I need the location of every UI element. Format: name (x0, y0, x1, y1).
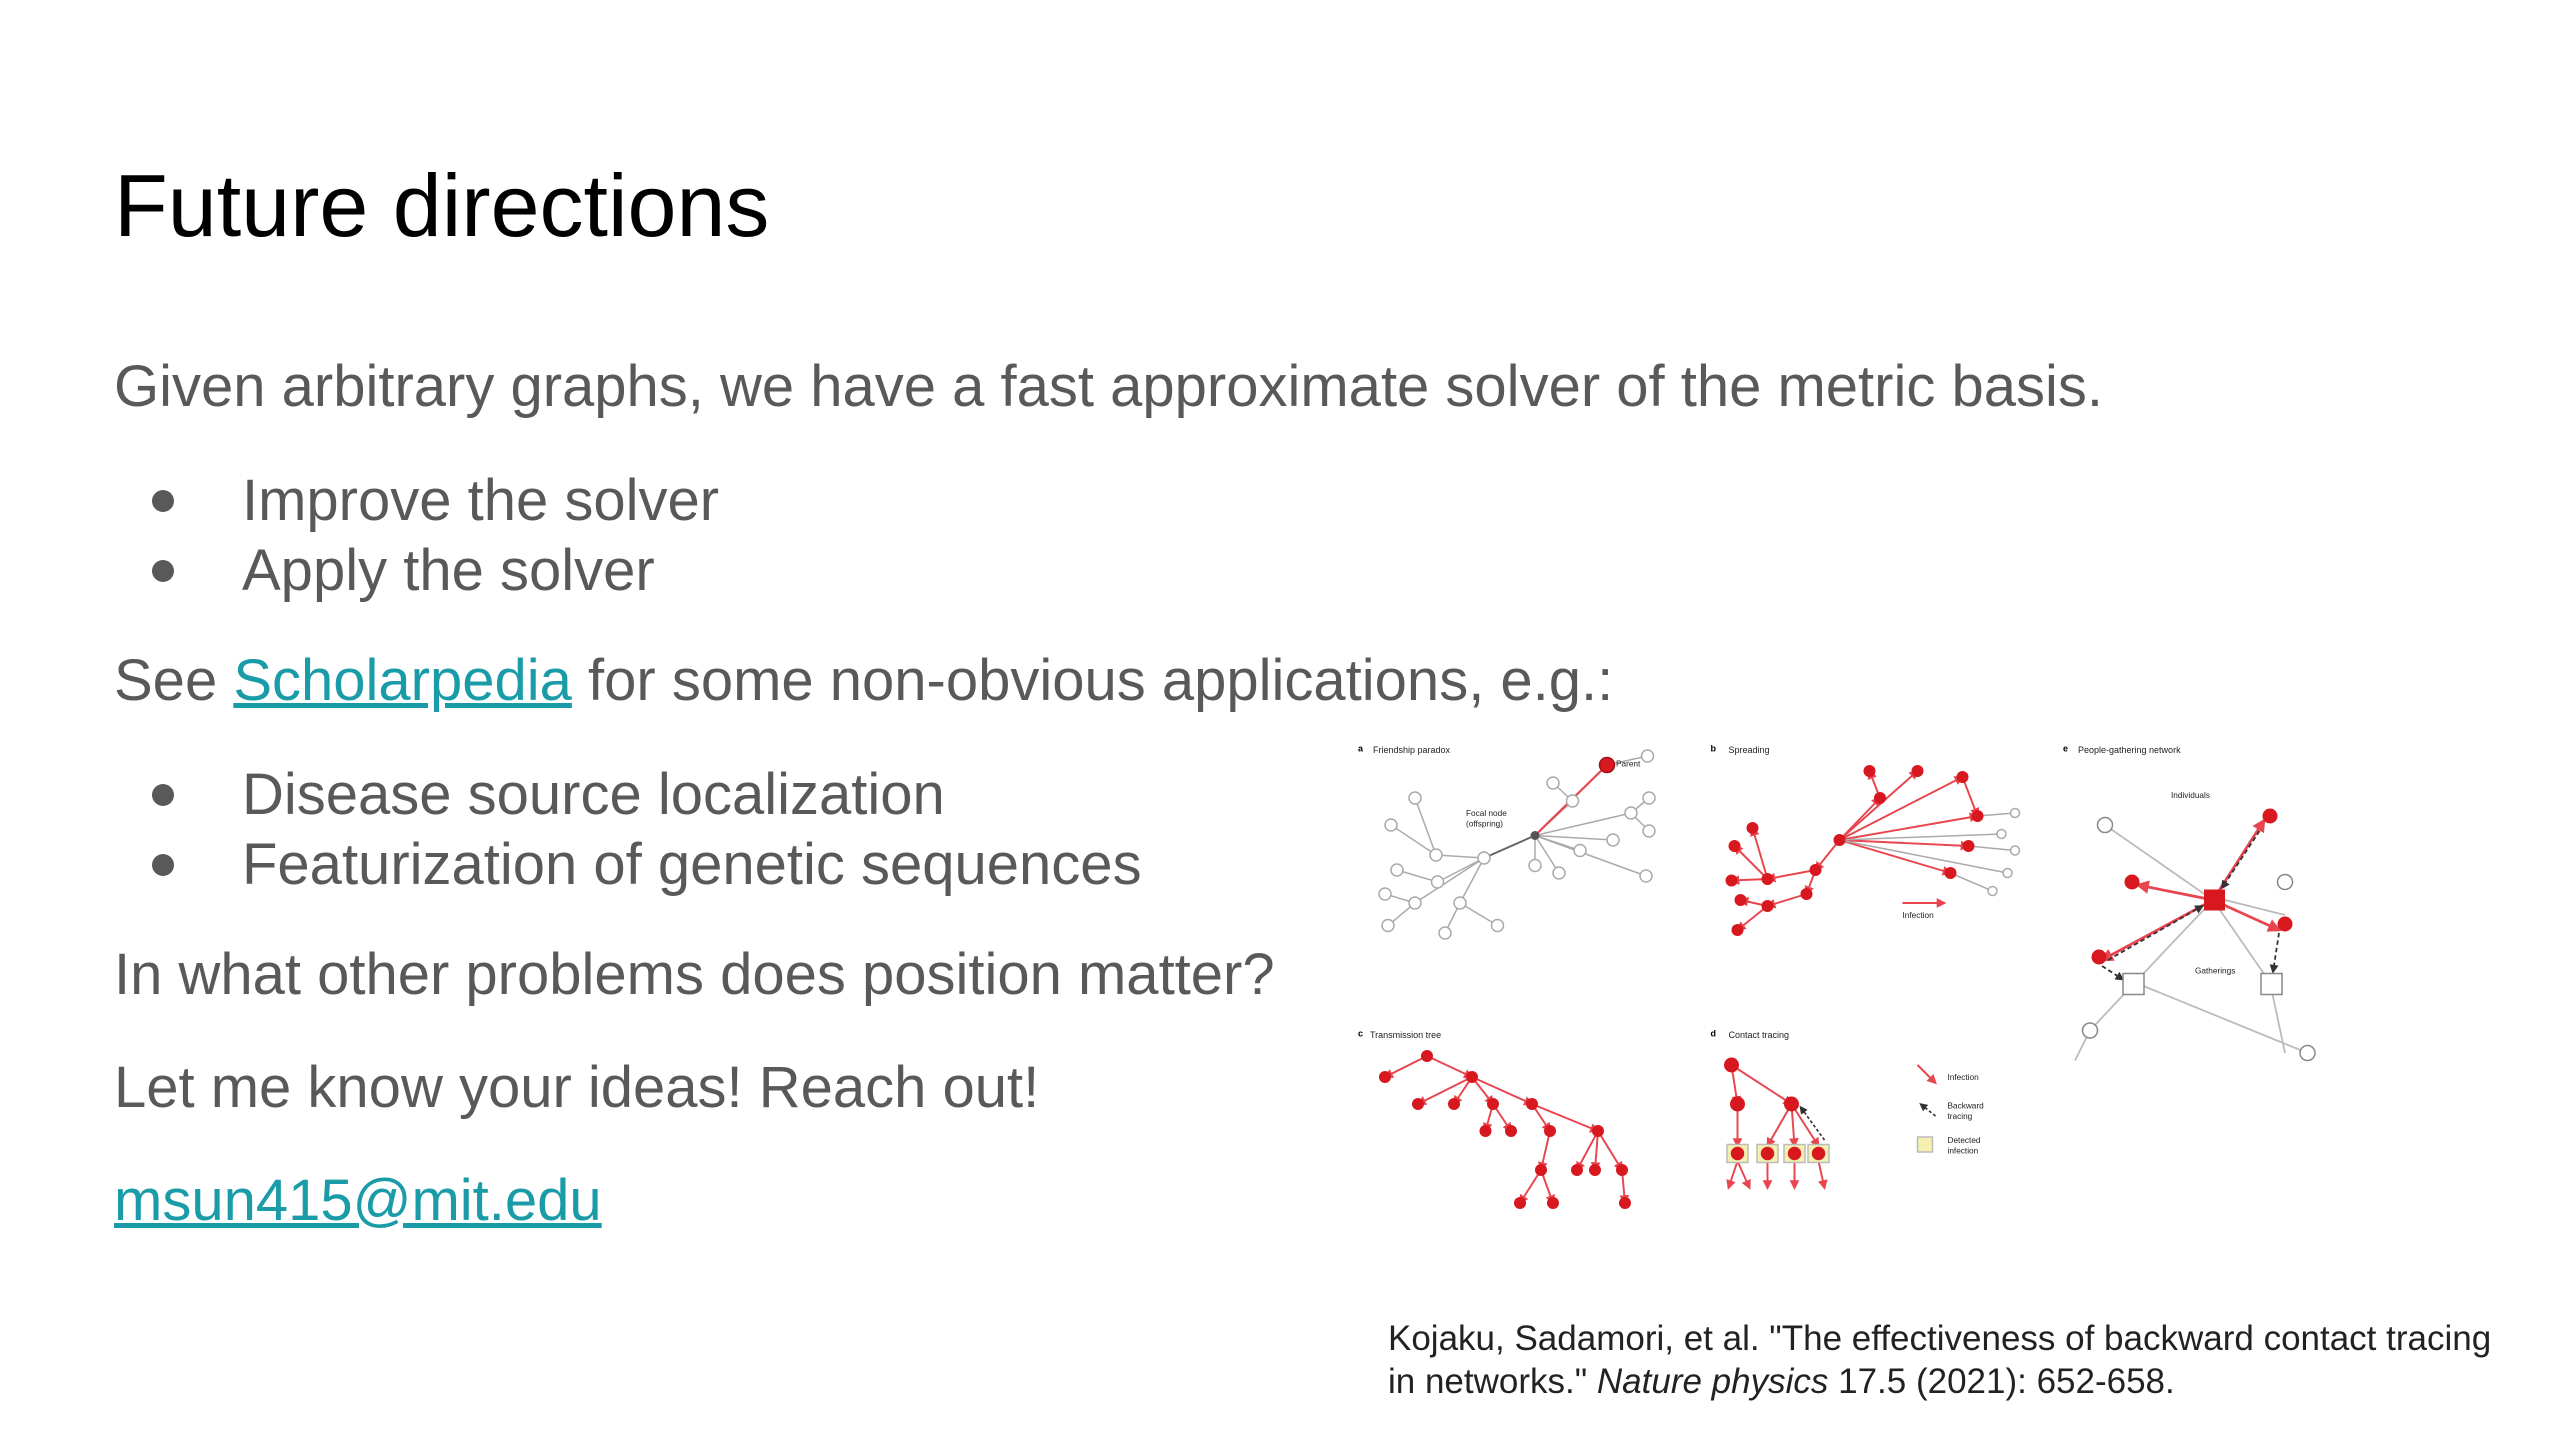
panel-title: Transmission tree (1370, 1030, 1442, 1040)
gatherings-label: Gatherings (2195, 966, 2236, 976)
intro-text: Given arbitrary graphs, we have a fast approximate solver of the metric basis. (114, 354, 2103, 419)
caption-line-1: Kojaku, Sadamori, et al. "The effectiveness of backward contact tracing (1388, 1319, 2492, 1358)
list-item (114, 536, 719, 606)
list-item (114, 466, 719, 536)
individuals-label: Individuals (2171, 791, 2210, 800)
bullet-text: Apply the solver (242, 538, 655, 603)
email-link[interactable]: msun415@mit.edu (114, 1168, 602, 1233)
panel-title: Friendship paradox (1373, 745, 1451, 755)
caption-line-2 (1388, 1361, 2538, 1404)
panel-title: Contact tracing (1728, 1030, 1790, 1040)
see-suffix: for some non-obvious applications, e.g.: (571, 648, 1614, 713)
journal-name: Nature physics (1596, 1361, 1829, 1401)
panel-title: People-gathering network (2078, 745, 2181, 755)
bullet-icon (152, 490, 174, 512)
panel-letter: a (1358, 743, 1364, 754)
panel-letter: c (1358, 1028, 1364, 1039)
list-item (114, 760, 1142, 830)
bullet-icon (152, 560, 174, 582)
bullet-icon (152, 784, 174, 806)
detected-infection-legend: Detected (1947, 1136, 1981, 1145)
infection-legend: Infection (1947, 1073, 1979, 1082)
cta-text: Let me know your ideas! Reach out! (114, 1055, 1040, 1120)
bullet-list-solver (114, 466, 719, 606)
caption-citation: 17.5 (2021): 652-658. (1828, 1361, 2175, 1401)
bullet-text: Featurization of genetic sequences (242, 832, 1142, 897)
bullet-list-applications (114, 760, 1142, 900)
bullet-icon (152, 854, 174, 876)
scholarpedia-link[interactable]: Scholarpedia (233, 648, 572, 713)
panel-letter: d (1710, 1028, 1716, 1039)
figure-caption (1388, 1318, 2538, 1403)
parent-label: Parent (1616, 759, 1641, 769)
panel-title: Spreading (1728, 745, 1770, 755)
list-item (114, 830, 1142, 900)
focal-node-sublabel: (offspring) (1466, 819, 1503, 829)
see-prefix: See (114, 648, 234, 713)
panel-transmission-tree (1358, 1029, 1631, 1210)
panel-spreading (1711, 744, 2020, 937)
panel-letter: b (1710, 743, 1716, 754)
panel-letter: e (2063, 743, 2069, 754)
backward-tracing-legend-line2: tracing (1947, 1112, 1973, 1121)
see-text (114, 646, 1613, 716)
panel-contact-tracing (1711, 1029, 1985, 1189)
detected-infection-legend-line2: infection (1947, 1146, 1979, 1156)
panel-people-gathering (2063, 744, 2315, 1061)
question-text: In what other problems does position matter? (114, 942, 1275, 1007)
backward-tracing-legend: Backward (1947, 1101, 1984, 1111)
focal-node-label: Focal node (1466, 809, 1507, 818)
infection-legend: Infection (1902, 911, 1934, 920)
contact-tracing-figure (1355, 738, 2465, 1308)
slide-title: Future directions (114, 156, 770, 255)
bullet-text: Improve the solver (242, 468, 720, 533)
bullet-text: Disease source localization (242, 762, 945, 827)
email-line (114, 1166, 602, 1236)
panel-friendship-paradox (1358, 744, 1655, 940)
caption-text: in networks." (1388, 1361, 1597, 1401)
